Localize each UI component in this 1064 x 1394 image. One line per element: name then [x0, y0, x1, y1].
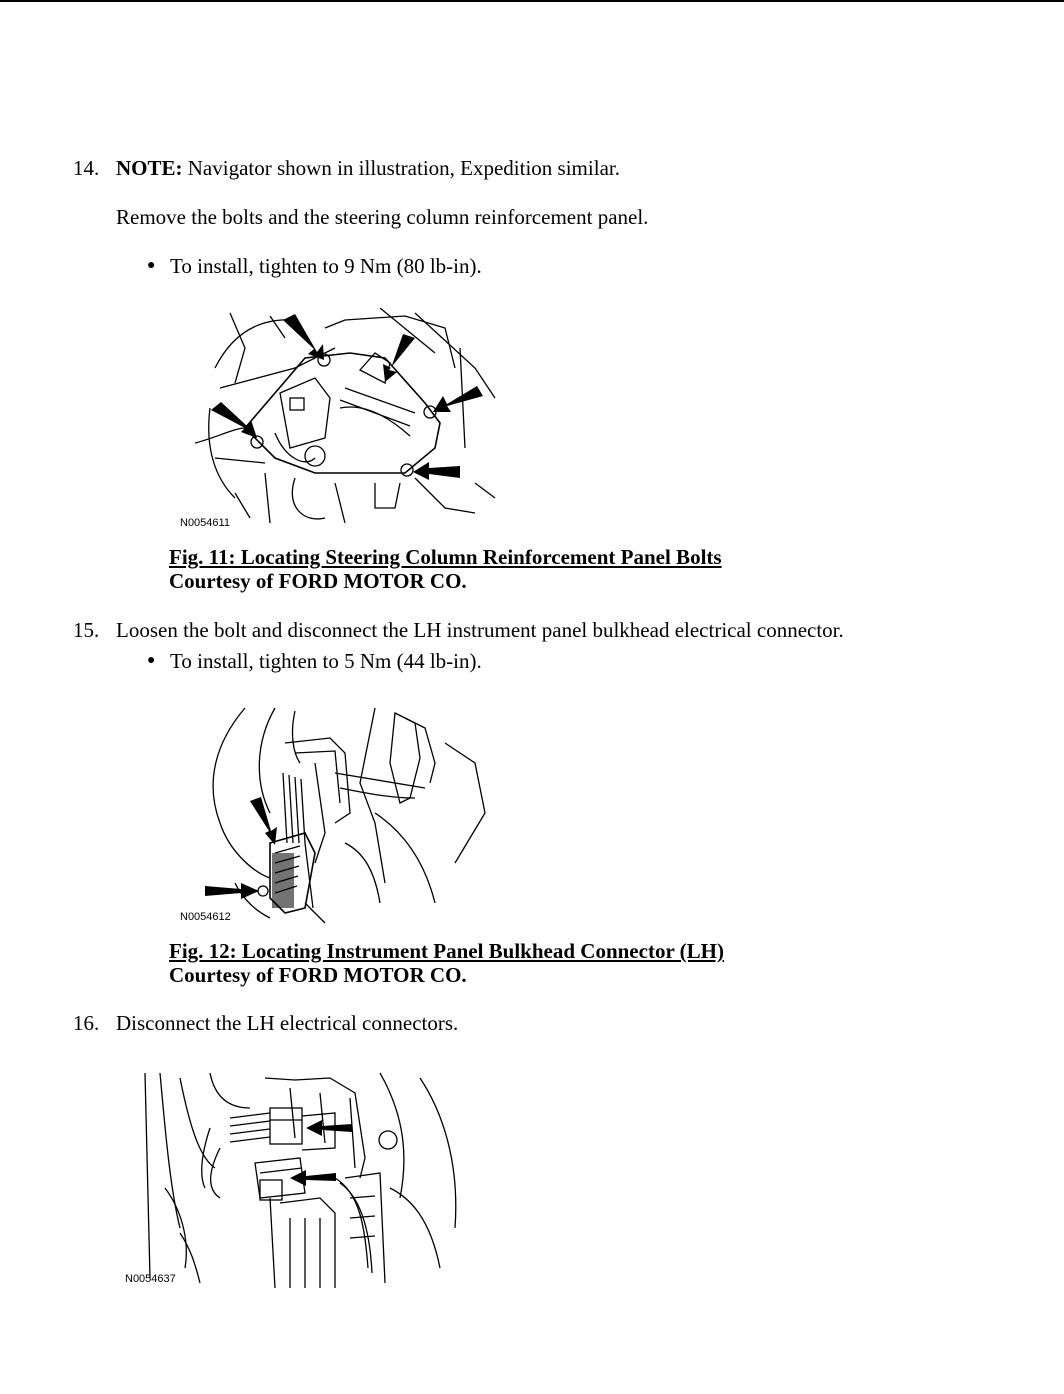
- figure-12-illustration: [175, 703, 495, 928]
- figure-12-id: N0054612: [180, 911, 231, 923]
- figure-11-illustration: [175, 308, 505, 533]
- figure-11-id: N0054611: [180, 517, 230, 529]
- step-16-number: 16.: [73, 1011, 100, 1035]
- figure-12-caption-block: [169, 939, 724, 987]
- step-15-instruction: Loosen the bolt and disconnect the LH instrument panel bulkhead electrical connector.: [116, 618, 844, 642]
- note-label: NOTE:: [116, 156, 183, 180]
- step-14-number: 14.: [73, 156, 100, 180]
- page-top-rule: [0, 0, 1064, 2]
- note-text: Navigator shown in illustration, Expedition similar.: [187, 156, 620, 180]
- figure-11-caption: Fig. 11: Locating Steering Column Reinforcement Panel Bolts: [169, 545, 722, 569]
- step-15-bullet: To install, tighten to 5 Nm (44 lb-in).: [170, 649, 482, 673]
- bullet-dot: ●: [147, 653, 156, 668]
- step-14-bullet: To install, tighten to 9 Nm (80 lb-in).: [170, 254, 482, 278]
- step-15-number: 15.: [73, 618, 100, 642]
- figure-11-courtesy: Courtesy of FORD MOTOR CO.: [169, 569, 467, 593]
- figure-16-id: N0054637: [125, 1273, 176, 1285]
- bullet-dot: ●: [147, 258, 156, 273]
- figure-11-caption-block: [169, 545, 722, 593]
- figure-12-caption: Fig. 12: Locating Instrument Panel Bulkhead Connector (LH): [169, 939, 724, 963]
- step-14-note: [116, 156, 620, 180]
- figure-12-courtesy: Courtesy of FORD MOTOR CO.: [169, 963, 467, 987]
- step-16-instruction: Disconnect the LH electrical connectors.: [116, 1011, 459, 1035]
- step-14-instruction: Remove the bolts and the steering column reinforcement panel.: [116, 205, 649, 229]
- figure-16-illustration: [120, 1068, 470, 1293]
